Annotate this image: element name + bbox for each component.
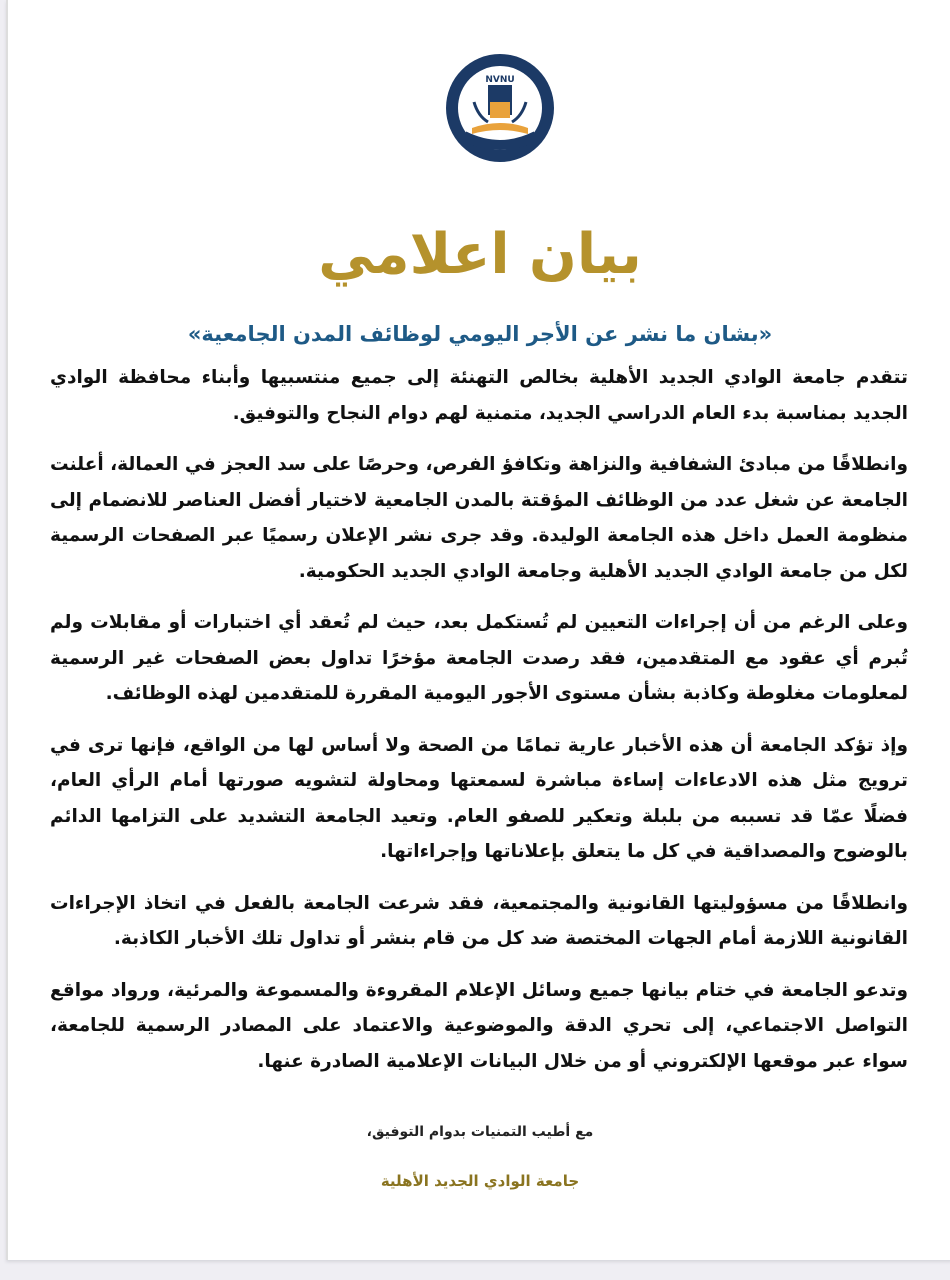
press-release-page <box>6 0 950 1260</box>
paragraph: وإذ تؤكد الجامعة أن هذه الأخبار عارية تمامًا من الصحة ولا أساس لها من الواقع، فإنها ترى في ترويج مثل هذه الادعاءات إساءة مباشرة لسمعتها ومحاولة لتشويه صورتها أمام الرأي العام، فضلًا عمّا قد تسببه من بلبلة وتعكير للصفو العام. وتعيد الجامعة التشديد على التزامها الدائم بالوضوح والمصداقية في كل ما يتعلق بإعلاناتها وإجراءاتها. <box>50 734 908 862</box>
logo-abbr: NVNU <box>485 75 515 85</box>
paragraph: وانطلاقًا من مبادئ الشفافية والنزاهة وتكافؤ الفرص، وحرصًا على سد العجز في العمالة، أعلنت الجامعة عن شغل عدد من الوظائف المؤقتة بالمدن الجامعية لاختيار أفضل العناصر للانضمام إلى منظومة العمل داخل هذه الجامعة الوليدة. وقد جرى نشر الإعلان رسميًا عبر الصفحات الرسمية لكل من جامعة الوادي الجديد الأهلية وجامعة الوادي الجديد الحكومية. <box>50 454 908 582</box>
page-title: بيان اعلامي <box>318 222 642 287</box>
paragraph: تتقدم جامعة الوادي الجديد الأهلية بخالص التهنئة إلى جميع منتسبيها وأبناء محافظة الوادي الجديد بمناسبة بدء العام الدراسي الجديد، متمنية لهم دوام النجاح والتوفيق. <box>50 367 908 424</box>
university-logo <box>444 52 556 164</box>
page-subtitle: «بشان ما نشر عن الأجر اليومي لوظائف المدن الجامعية» <box>187 322 773 346</box>
paragraph: وانطلاقًا من مسؤوليتها القانونية والمجتمعية، فقد شرعت الجامعة بالفعل في اتخاذ الإجراءات القانونية اللازمة أمام الجهات المختصة ضد كل من قام بنشر أو تداول تلك الأخبار الكاذبة. <box>50 892 908 949</box>
statement-body <box>50 360 908 1095</box>
paragraph: وعلى الرغم من أن إجراءات التعيين لم تُستكمل بعد، حيث لم تُعقد أي اختبارات أو مقابلات ولم تُبرم أي عقود مع المتقدمين، فقد رصدت الجامعة مؤخرًا تداول بعض الصفحات غير الرسمية لمعلومات مغلوطة وكاذبة بشأن مستوى الأجور اليومية المقررة للمتقدمين لهذه الوظائف. <box>50 612 908 704</box>
paragraph: وتدعو الجامعة في ختام بيانها جميع وسائل الإعلام المقروءة والمسموعة والمرئية، ورواد مواقع التواصل الاجتماعي، إلى تحري الدقة والموضوعية والاعتماد على المصادر الرسمية للجامعة، سواء عبر موقعها الإلكتروني أو من خلال البيانات الإعلامية الصادرة عنها. <box>50 979 908 1072</box>
signature: جامعة الوادي الجديد الأهلية <box>380 1172 580 1190</box>
closing-line: مع أطيب التمنيات بدوام التوفيق، <box>366 1124 594 1140</box>
